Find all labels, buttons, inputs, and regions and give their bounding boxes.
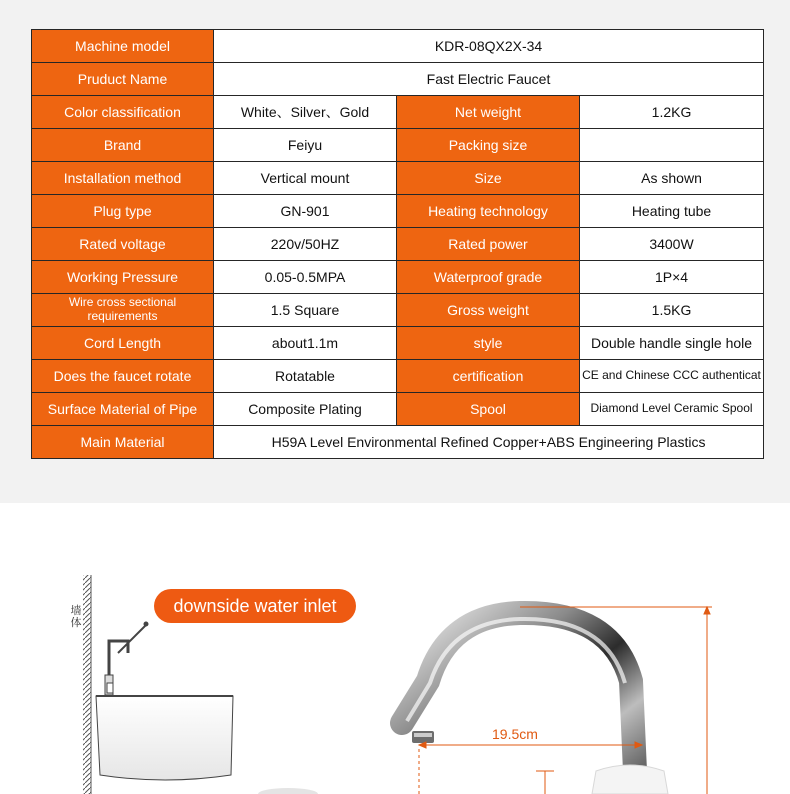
spec-value: Fast Electric Faucet (214, 63, 764, 96)
spec-key: Wire cross sectional requirements (32, 294, 214, 327)
spec-value: CE and Chinese CCC authenticat (580, 360, 764, 393)
table-row (32, 426, 764, 459)
width-dimension-label: 19.5cm (492, 726, 538, 742)
spec-key: Rated power (397, 228, 580, 261)
spec-value: GN-901 (214, 195, 397, 228)
faucet-illustration (258, 613, 668, 794)
spec-value: Vertical mount (214, 162, 397, 195)
sink-illustration (96, 622, 233, 780)
table-row (32, 360, 764, 393)
spec-key: Color classification (32, 96, 214, 129)
table-row (32, 393, 764, 426)
spec-key: Working Pressure (32, 261, 214, 294)
spec-key: style (397, 327, 580, 360)
table-row (32, 228, 764, 261)
spec-table (31, 29, 764, 459)
spec-value: 3400W (580, 228, 764, 261)
table-row (32, 261, 764, 294)
table-row (32, 327, 764, 360)
inlet-badge: downside water inlet (154, 589, 356, 623)
spec-value: Double handle single hole (580, 327, 764, 360)
spec-key: Spool (397, 393, 580, 426)
spec-key: Net weight (397, 96, 580, 129)
spec-key: Gross weight (397, 294, 580, 327)
spec-value: H59A Level Environmental Refined Copper+ABS Engineering Plastics (214, 426, 764, 459)
spec-value: KDR-08QX2X-34 (214, 30, 764, 63)
wall-label: 墙体 (70, 605, 82, 629)
table-row (32, 30, 764, 63)
spec-value: Diamond Level Ceramic Spool (580, 393, 764, 426)
spec-value (580, 129, 764, 162)
spec-value: As shown (580, 162, 764, 195)
spec-key: Heating technology (397, 195, 580, 228)
spec-key: Waterproof grade (397, 261, 580, 294)
spec-key: Surface Material of Pipe (32, 393, 214, 426)
spec-value: about1.1m (214, 327, 397, 360)
spec-key: Brand (32, 129, 214, 162)
table-row (32, 96, 764, 129)
spec-key: Plug type (32, 195, 214, 228)
table-row (32, 294, 764, 327)
installation-diagram (0, 503, 790, 794)
spec-value: Heating tube (580, 195, 764, 228)
spec-value: Feiyu (214, 129, 397, 162)
wall-illustration (83, 575, 91, 794)
spec-key: Installation method (32, 162, 214, 195)
table-row (32, 162, 764, 195)
spec-key: Size (397, 162, 580, 195)
spec-value: White、Silver、Gold (214, 96, 397, 129)
spec-value: 220v/50HZ (214, 228, 397, 261)
spec-value: 1.2KG (580, 96, 764, 129)
spec-key: certification (397, 360, 580, 393)
spec-value: Composite Plating (214, 393, 397, 426)
diagram-artwork (0, 503, 790, 794)
spec-key: Does the faucet rotate (32, 360, 214, 393)
spec-value: 1.5 Square (214, 294, 397, 327)
spec-value: 0.05-0.5MPA (214, 261, 397, 294)
spec-key: Rated voltage (32, 228, 214, 261)
spec-value: 1.5KG (580, 294, 764, 327)
table-row (32, 195, 764, 228)
spec-key: Pruduct Name (32, 63, 214, 96)
table-row (32, 129, 764, 162)
spec-value: 1P×4 (580, 261, 764, 294)
table-row (32, 63, 764, 96)
spec-key: Packing size (397, 129, 580, 162)
spec-key: Main Material (32, 426, 214, 459)
spec-key: Cord Length (32, 327, 214, 360)
spec-key: Machine model (32, 30, 214, 63)
spec-value: Rotatable (214, 360, 397, 393)
